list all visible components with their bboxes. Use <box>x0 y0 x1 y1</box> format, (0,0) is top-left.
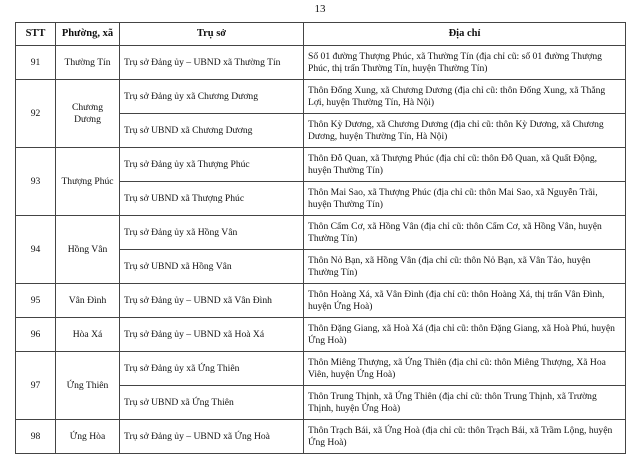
office-cell: Trụ sở UBND xã Hồng Vân <box>120 250 304 284</box>
address-cell: Thôn Trạch Bái, xã Ứng Hoà (địa chỉ cũ: thôn Trạch Bái, xã Trầm Lộng, huyện Ứng Hoà) <box>304 420 626 454</box>
ward-cell: Vân Đình <box>56 284 120 318</box>
office-cell: Trụ sở UBND xã Chương Dương <box>120 114 304 148</box>
header-ward: Phường, xã <box>56 23 120 46</box>
ward-cell: Hòa Xá <box>56 318 120 352</box>
header-office: Trụ sở <box>120 23 304 46</box>
table-row <box>16 46 626 80</box>
address-cell: Thôn Cẩm Cơ, xã Hồng Vân (địa chỉ cũ: thôn Cẩm Cơ, xã Hồng Vân, huyện Thường Tín) <box>304 216 626 250</box>
stt-cell: 94 <box>16 216 56 284</box>
stt-cell: 97 <box>16 352 56 420</box>
table-row <box>16 216 626 250</box>
ward-cell: Ứng Hòa <box>56 420 120 454</box>
office-cell: Trụ sở UBND xã Thượng Phúc <box>120 182 304 216</box>
table-row <box>16 80 626 114</box>
ward-cell: Thường Tín <box>56 46 120 80</box>
address-cell: Thôn Đặng Giang, xã Hoà Xá (địa chỉ cũ: thôn Đặng Giang, xã Hoà Phú, huyện Ứng Hoà) <box>304 318 626 352</box>
address-cell: Thôn Miêng Thượng, xã Ứng Thiên (địa chỉ cũ: thôn Miêng Thượng, Xã Hoa Viên, huyện Ứng Hoà) <box>304 352 626 386</box>
table-row <box>16 148 626 182</box>
office-cell: Trụ sở Đảng ủy – UBND xã Vân Đình <box>120 284 304 318</box>
address-cell: Thôn Mai Sao, xã Thượng Phúc (địa chỉ cũ: thôn Mai Sao, xã Nguyễn Trãi, huyện Thường Tín) <box>304 182 626 216</box>
address-cell: Thôn Kỳ Dương, xã Chương Dương (địa chỉ cũ: thôn Kỳ Dương, xã Chương Dương, huyện Thường Tín, Hà Nội) <box>304 114 626 148</box>
header-stt: STT <box>16 23 56 46</box>
table-row <box>16 420 626 454</box>
office-cell: Trụ sở Đảng ủy – UBND xã Thường Tín <box>120 46 304 80</box>
stt-cell: 91 <box>16 46 56 80</box>
page-number: 13 <box>314 3 326 15</box>
office-cell: Trụ sở Đảng ủy xã Chương Dương <box>120 80 304 114</box>
office-cell: Trụ sở Đảng ủy xã Hồng Vân <box>120 216 304 250</box>
ward-cell: Thượng Phúc <box>56 148 120 216</box>
table-row <box>16 284 626 318</box>
stt-cell: 96 <box>16 318 56 352</box>
office-cell: Trụ sở Đảng ủy xã Thượng Phúc <box>120 148 304 182</box>
office-cell: Trụ sở Đảng ủy – UBND xã Hoà Xá <box>120 318 304 352</box>
office-cell: Trụ sở Đảng ủy – UBND xã Ứng Hoà <box>120 420 304 454</box>
address-cell: Thôn Đỗ Quan, xã Thượng Phúc (địa chỉ cũ: thôn Đỗ Quan, xã Quất Động, huyện Thường Tín) <box>304 148 626 182</box>
address-cell: Thôn Trung Thịnh, xã Ứng Thiên (địa chỉ cũ: thôn Trung Thịnh, xã Trường Thịnh, huyện Ứng Hoà) <box>304 386 626 420</box>
office-cell: Trụ sở UBND xã Ứng Thiên <box>120 386 304 420</box>
ward-cell: Hồng Vân <box>56 216 120 284</box>
office-cell: Trụ sở Đảng ủy xã Ứng Thiên <box>120 352 304 386</box>
header-address: Địa chỉ <box>304 23 626 46</box>
ward-cell: Chương Dương <box>56 80 120 148</box>
table-body <box>16 46 626 454</box>
table-row <box>16 318 626 352</box>
ward-office-table <box>15 22 626 454</box>
ward-cell: Ứng Thiên <box>56 352 120 420</box>
address-cell: Số 01 đường Thượng Phúc, xã Thường Tín (địa chỉ cũ: số 01 đường Thượng Phúc, thị trấn Thường Tín, huyện Thường Tín) <box>304 46 626 80</box>
stt-cell: 93 <box>16 148 56 216</box>
address-cell: Thôn Hoàng Xá, xã Vân Đình (địa chỉ cũ: thôn Hoàng Xá, thị trấn Vân Đình, huyện Ứng Hoà) <box>304 284 626 318</box>
address-cell: Thôn Đống Xung, xã Chương Dương (địa chỉ cũ: thôn Đống Xung, xã Thắng Lợi, huyện Thường Tín, Hà Nội) <box>304 80 626 114</box>
table-row <box>16 352 626 386</box>
table-header <box>16 23 626 46</box>
address-cell: Thôn Nỏ Bạn, xã Hồng Vân (địa chỉ cũ: thôn Nỏ Bạn, xã Vân Tảo, huyện Thường Tín) <box>304 250 626 284</box>
stt-cell: 95 <box>16 284 56 318</box>
stt-cell: 98 <box>16 420 56 454</box>
stt-cell: 92 <box>16 80 56 148</box>
